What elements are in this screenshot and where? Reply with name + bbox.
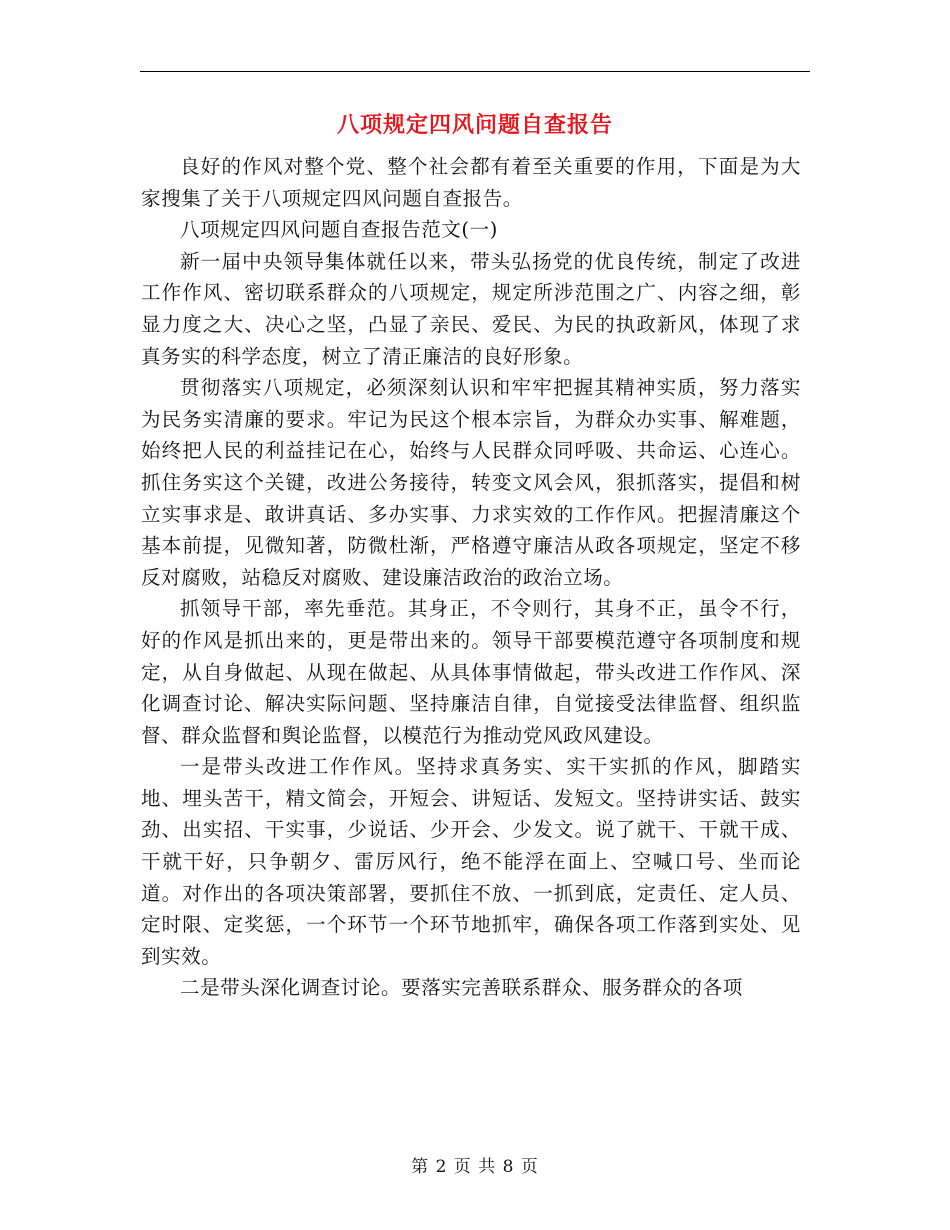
- paragraph-1: 新一届中央领导集体就任以来，带头弘扬党的优良传统，制定了改进工作作风、密切联系群众的八项规定，规定所涉范围之广、内容之细，彰显力度之大、决心之坚，凸显了亲民、爱民、为民的执政新风，体现了求真务实的科学态度，树立了清正廉洁的良好形象。: [141, 249, 801, 368]
- paragraph-4: 一是带头改进工作作风。坚持求真务实、实干实抓的作风，脚踏实地、埋头苦干，精文简会，开短会、讲短话、发短文。坚持讲实话、鼓实劲、出实招、干实事，少说话、少开会、少发文。说了就干、干就干成、干就干好，只争朝夕、雷厉风行，绝不能浮在面上、空喊口号、坐而论道。对作出的各项决策部署，要抓住不放、一抓到底，定责任、定人员、定时限、定奖惩，一个环节一个环节地抓牢，确保各项工作落到实处、见到实效。: [141, 755, 801, 968]
- paragraph-subheading: 八项规定四风问题自查报告范文(一): [180, 218, 498, 242]
- paragraph-3: 抓领导干部，率先垂范。其身正，不令则行，其身不正，虽令不行，好的作风是抓出来的，更是带出来的。领导干部要模范遵守各项制度和规定，从自身做起、从现在做起、从具体事情做起，带头改进工作作风、深化调查讨论、解决实际问题、坚持廉洁自律，自觉接受法律监督、组织监督、群众监督和舆论监督，以模范行为推动党风政风建设。: [141, 597, 801, 747]
- document-title: 八项规定四风问题自查报告: [336, 112, 613, 138]
- paragraph-2: 贯彻落实八项规定，必须深刻认识和牢牢把握其精神实质，努力落实为民务实清廉的要求。牢记为民这个根本宗旨，为群众办实事、解难题，始终把人民的利益挂记在心，始终与人民群众同呼吸、共命运、心连心。抓住务实这个关键，改进公务接待，转变文风会风，狠抓落实，提倡和树立实事求是、敢讲真话、多办实事、力求实效的工作作风。把握清廉这个基本前提，见微知著，防微杜渐，严格遵守廉洁从政各项规定，坚定不移反对腐败，站稳反对腐败、建设廉洁政治的政治立场。: [141, 376, 801, 589]
- paragraph-5: 二是带头深化调查讨论。要落实完善联系群众、服务群众的各项: [180, 976, 743, 1000]
- paragraph-intro: 良好的作风对整个党、整个社会都有着至关重要的作用，下面是为大家搜集了关于八项规定四风问题自查报告。: [141, 155, 801, 210]
- document-body: [141, 151, 801, 1004]
- header-rule: [140, 71, 810, 72]
- page-number-footer: 第 2 页 共 8 页: [411, 1157, 539, 1177]
